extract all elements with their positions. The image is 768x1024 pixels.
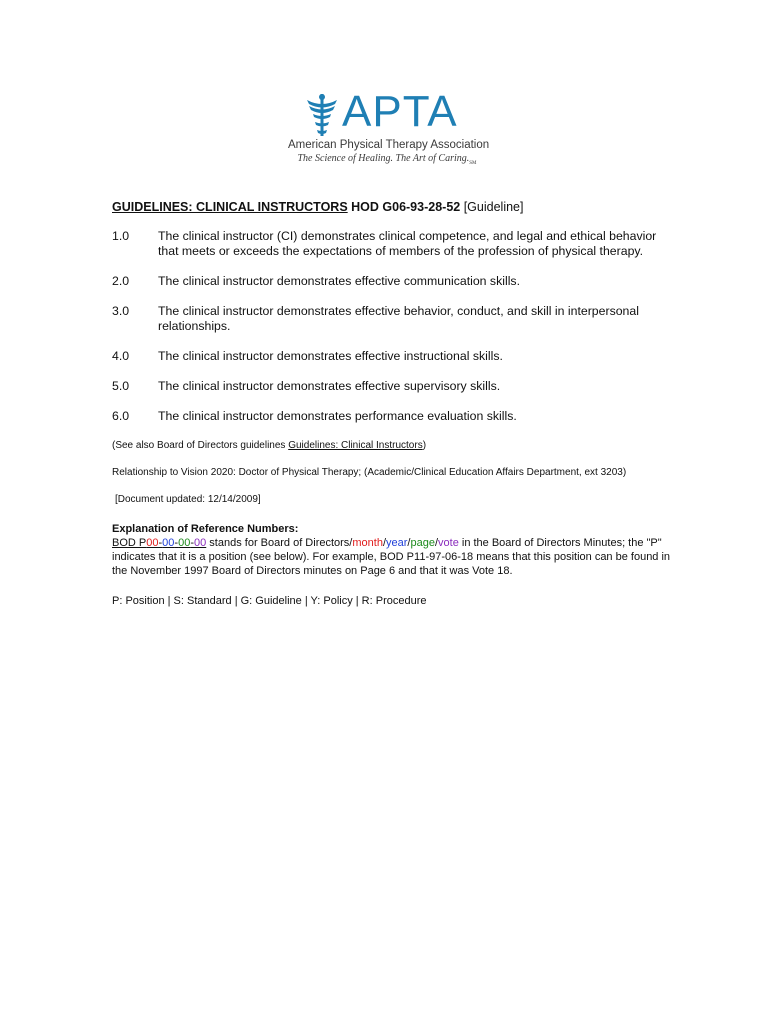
reference-number-explanation: Explanation of Reference Numbers: BOD P00-00-00-00 stands for Board of Directors/month/year/page/vote in the Board of Directors Minutes; the "P" indicates that it is a position (see below). For example, BOD P11-97-06-18 means that this position can be found in the November 1997 Board of Directors minutes on Page 6 and that it was Vote 18. [112, 523, 671, 577]
see-also-link[interactable]: Guidelines: Clinical Instructors [288, 440, 423, 451]
guideline-text: The clinical instructor demonstrates effective communication skills. [158, 274, 520, 288]
guideline-text: The clinical instructor demonstrates effective instructional skills. [158, 349, 503, 363]
guideline-item [112, 274, 672, 289]
guideline-text: The clinical instructor demonstrates effective behavior, conduct, and skill in interpersonal relationships. [158, 304, 639, 333]
logo-tagline: The Science of Healing. The Art of $Caring._{SM}$ [297, 153, 477, 166]
document-title [112, 199, 672, 215]
explanation-heading: Explanation of Reference Numbers: [112, 523, 299, 535]
vision-relationship-note: Relationship to Vision 2020: Doctor of Physical Therapy; (Academic/Clinical Education Affairs Department, ext 3203) [112, 467, 627, 478]
see-also-note: (See also Board of Directors guidelines Guidelines: Clinical Instructors) [112, 440, 427, 451]
reference-type-legend: P: Position | S: Standard | G: Guideline | Y: Policy | R: Procedure [112, 595, 427, 607]
title-reference-number: HOD G06-93-28-52 [347, 200, 461, 214]
guideline-item [112, 379, 672, 394]
apta-logo [286, 87, 490, 168]
guideline-number: 3.0 [112, 304, 130, 318]
guideline-number: 6.0 [112, 409, 130, 423]
guideline-item [112, 349, 672, 364]
reference-code-example: BOD P00-00-00-00 [112, 537, 207, 549]
guideline-item [112, 229, 672, 259]
logo-wordmark: APTA [342, 87, 458, 136]
apta-caduceus-icon [305, 94, 339, 136]
title-type: [Guideline] [460, 200, 524, 214]
guideline-text: The clinical instructor demonstrates performance evaluation skills. [158, 409, 517, 423]
title-guideline-name: GUIDELINES: CLINICAL INSTRUCTORS [112, 200, 348, 214]
guideline-number: 5.0 [112, 379, 130, 393]
guideline-text: The clinical instructor demonstrates effective supervisory skills. [158, 379, 501, 393]
guideline-text: The clinical instructor (CI) demonstrates clinical competence, and legal and ethical behavior that meets or exceeds the expectations of members of the profession of physical therapy. [158, 229, 657, 258]
guideline-number: 2.0 [112, 274, 130, 288]
document-updated-date: [Document updated: 12/14/2009] [115, 494, 261, 505]
document-body [112, 199, 672, 608]
guideline-number: 1.0 [112, 229, 130, 243]
guideline-number: 4.0 [112, 349, 130, 363]
guideline-item [112, 304, 672, 334]
guideline-item [112, 409, 672, 424]
logo-association-name: American Physical Therapy Association [288, 139, 490, 151]
